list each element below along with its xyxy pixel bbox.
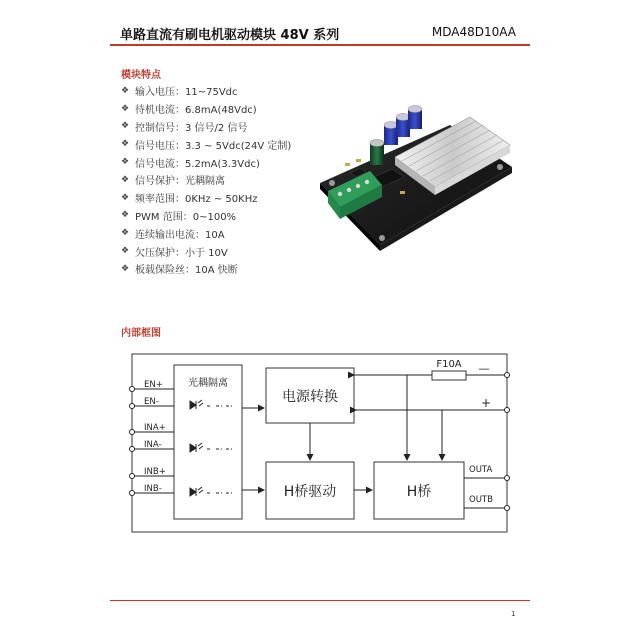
feature-item: ❖ 频率范围：0KHz ~ 50KHz [121,192,258,206]
terminal-icon [505,408,510,413]
h-bridge-label: H桥 [406,484,432,500]
positive-supply-label: + [480,396,492,410]
product-photo [300,95,515,265]
input-label-en-plus: EN+ [144,380,163,390]
footer-rule [110,600,530,601]
diagram-heading: 内部框图 [121,328,161,339]
page-number: 1 [511,610,516,618]
led-icon [190,443,232,452]
led-icon [190,400,232,409]
terminal-icon [130,474,135,479]
bullet-icon: ❖ [121,192,130,203]
h-bridge-driver-label: H桥驱动 [283,484,337,500]
model-number: MDA48D10AA [431,25,516,39]
feature-item: ❖ 连续输出电流：10A [121,228,225,241]
feature-item: ❖ 信号电压：3.3 ~ 5Vdc(24V 定制) [121,139,292,152]
power-conversion-label: 电源转换 [282,389,338,405]
terminal-icon [505,373,510,378]
capacitor-icon [384,106,422,146]
fuse-label: F10A [436,359,462,370]
feature-item: ❖ PWM 范围：0~100% [121,210,237,223]
bullet-icon: ❖ [121,85,130,96]
bullet-icon: ❖ [121,228,130,239]
fuse-icon [432,371,466,380]
features-list [121,82,291,278]
terminal-icon [130,404,135,409]
terminal-icon [130,447,135,452]
terminal-icon [130,387,135,392]
terminal-icon [130,430,135,435]
input-label-inb-minus: INB- [144,484,162,494]
bullet-icon: ❖ [121,139,130,150]
bullet-icon: ❖ [121,103,130,114]
bullet-icon: ❖ [121,263,130,274]
feature-item: ❖ 待机电流：6.8mA(48Vdc) [121,103,257,117]
header-rule [110,44,530,46]
feature-item: ❖ 输入电压：11~75Vdc [121,85,238,99]
input-label-inb-plus: INB+ [144,467,166,477]
bullet-icon: ❖ [121,121,130,132]
capacitor-icon [370,140,384,166]
feature-item: ❖ 欠压保护：小于 10V [121,246,228,259]
block-diagram [124,348,524,538]
input-label-en-minus: EN- [144,397,159,407]
input-label-ina-plus: INA+ [144,423,166,433]
bullet-icon: ❖ [121,246,130,257]
feature-item: ❖ 控制信号：3 信号/2 信号 [121,121,248,134]
features-heading: 模块特点 [121,70,161,81]
feature-item: ❖ 板载保险丝：10A 快断 [121,263,238,277]
input-label-ina-minus: INA- [144,440,162,450]
terminal-icon [505,476,510,481]
negative-supply-label: — [478,362,490,375]
led-icon [190,487,232,496]
document-title: 单路直流有刷电机驱动模块 48V 系列 [120,28,340,43]
output-label-outa: OUTA [469,465,493,475]
terminal-icon [505,506,510,511]
feature-item: ❖ 信号电流：5.2mA(3.3Vdc) [121,157,260,170]
bullet-icon: ❖ [121,174,130,185]
bullet-icon: ❖ [121,157,130,168]
bullet-icon: ❖ [121,210,130,221]
feature-item: ❖ 信号保护：光耦隔离 [121,174,225,188]
optocoupler-label: 光耦隔离 [188,378,228,389]
terminal-icon [130,491,135,496]
output-label-outb: OUTB [469,495,493,505]
